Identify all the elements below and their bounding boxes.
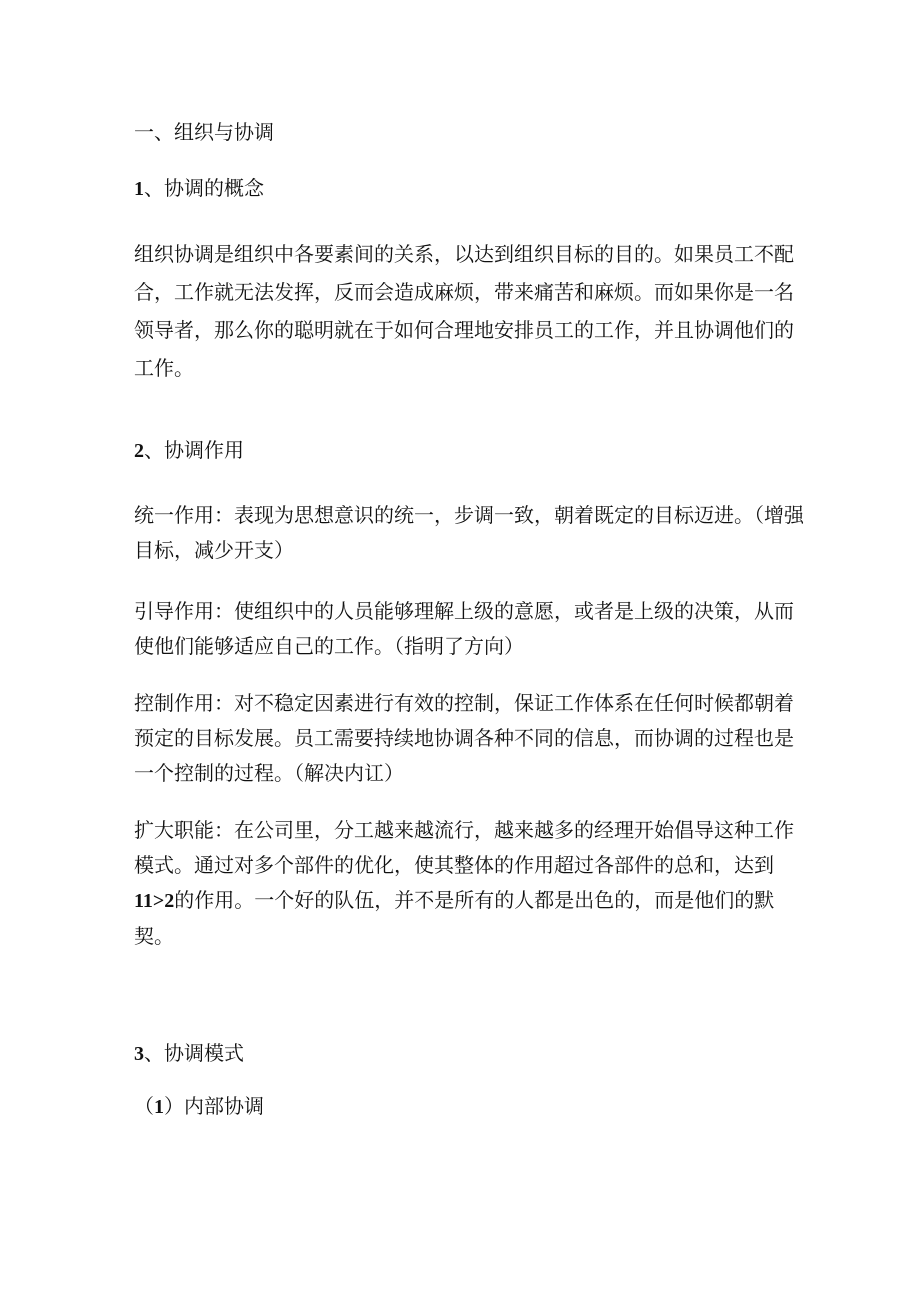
paragraph-expand-bold: 11>2 [134, 890, 175, 912]
paragraph-control: 控制作用：对不稳定因素进行有效的控制，保证工作体系在任何时候都朝着预定的目标发展。员工需要持续地协调各种不同的信息，而协调的过程也是一个控制的过程。（解决内讧） [134, 691, 794, 785]
paragraph-concept: 组织协调是组织中各要素间的关系，以达到组织目标的目的。如果员工不配合，工作就无法发挥，反而会造成麻烦，带来痛苦和麻烦。而如果你是一名领导者，那么你的聪明就在于如何合理地安排员工的工作，并且协调他们的工作。 [134, 242, 794, 380]
heading-1-text: 、协调的概念 [144, 176, 264, 200]
heading-2-number: 2 [134, 440, 144, 462]
paragraph-unify: 统一作用：表现为思想意识的统一，步调一致，朝着既定的目标迈进。（增强目标，减少开支） [134, 503, 804, 562]
heading-2-text: 、协调作用 [144, 438, 244, 462]
paragraph-guide: 引导作用：使组织中的人员能够理解上级的意愿，或者是上级的决策，从而使他们能够适应自己的工作。（指明了方向） [134, 599, 794, 658]
heading-2 [134, 432, 804, 469]
heading-3 [134, 1035, 804, 1072]
heading-4-close-paren: ） [164, 1094, 184, 1118]
heading-3-text: 、协调模式 [144, 1041, 244, 1065]
heading-4-open-paren: （ [134, 1094, 154, 1118]
heading-4-text: 内部协调 [184, 1094, 264, 1118]
section-title: 一、组织与协调 [134, 120, 274, 144]
heading-1 [134, 170, 804, 207]
paragraph-expand-text-1: 扩大职能：在公司里，分工越来越流行，越来越多的经理开始倡导这种工作模式。通过对多个部件的优化，使其整体的作用超过各部件的总和，达到 [134, 818, 794, 877]
heading-4 [134, 1088, 804, 1125]
paragraph-expand [134, 813, 804, 954]
paragraph-expand-text-2: 的作用。一个好的队伍，并不是所有的人都是出色的，而是他们的默契。 [134, 888, 775, 948]
heading-1-number: 1 [134, 178, 144, 200]
heading-3-number: 3 [134, 1043, 144, 1065]
heading-4-number: 1 [154, 1096, 164, 1118]
